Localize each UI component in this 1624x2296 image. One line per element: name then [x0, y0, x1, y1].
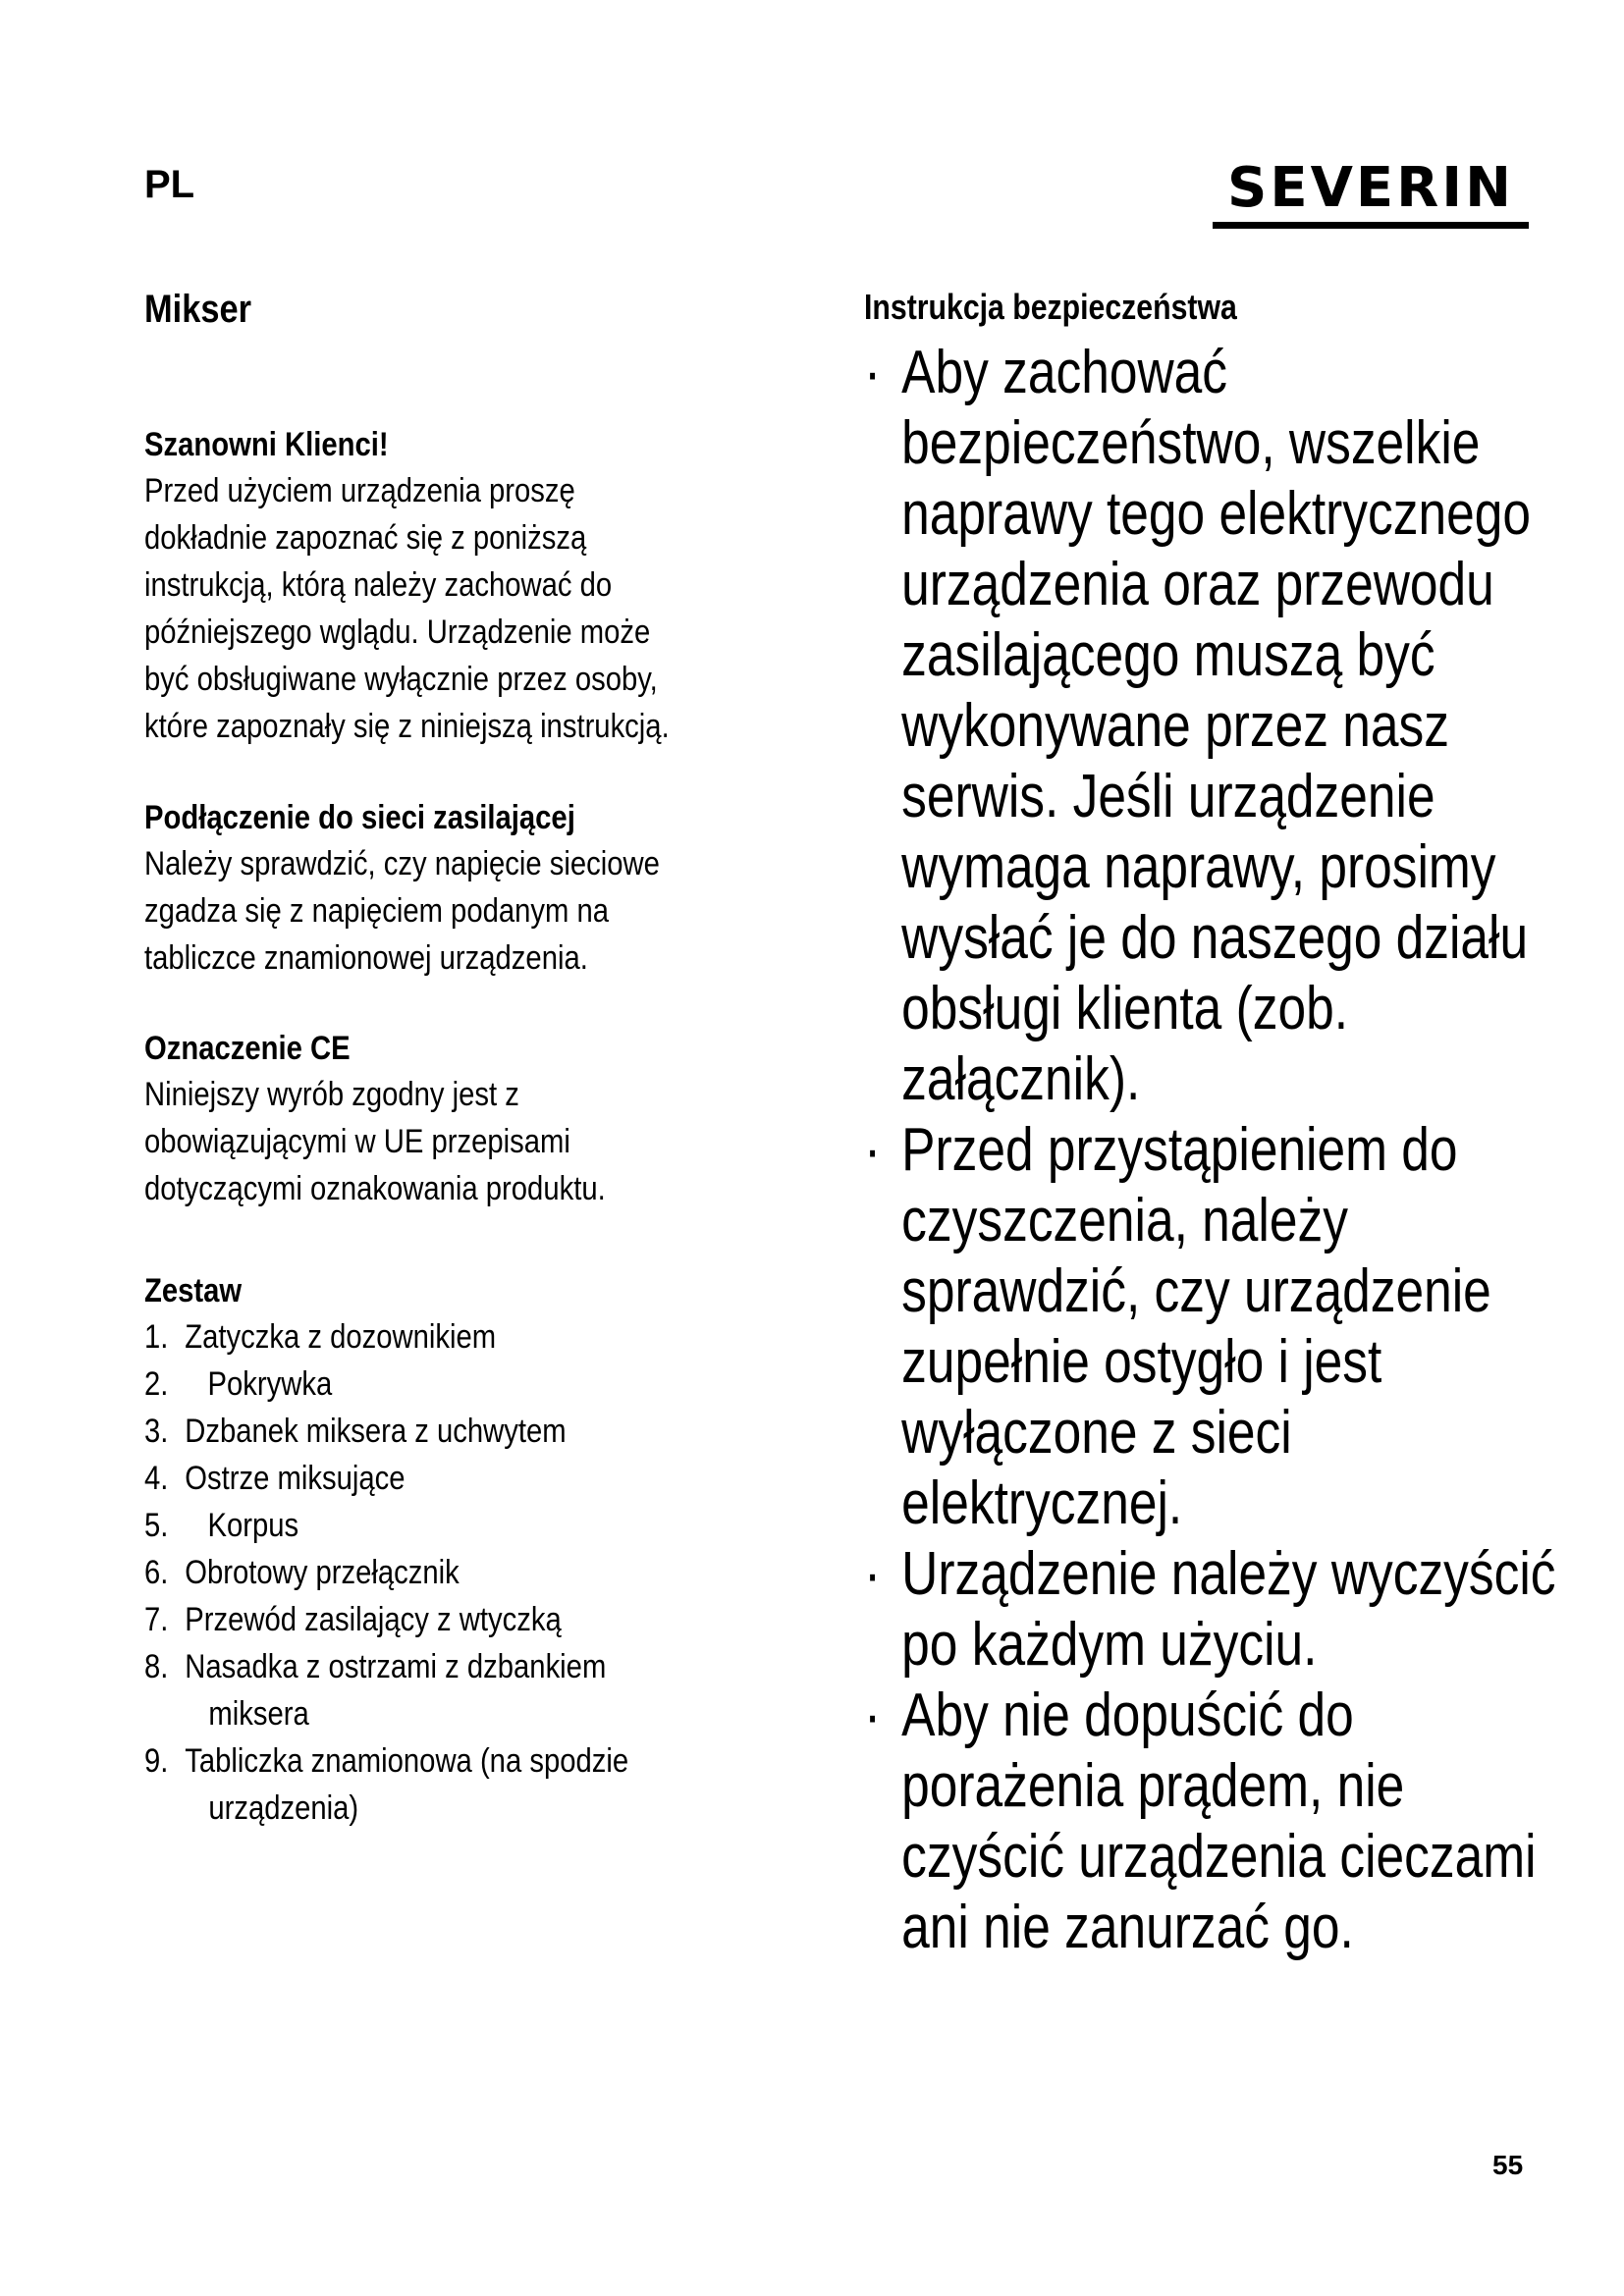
- safety-item: [864, 1115, 1578, 1539]
- greeting-line: dokładnie zapoznać się z poniższą: [144, 519, 587, 557]
- item-number: 8.: [144, 1648, 169, 1685]
- list-item: [144, 1313, 786, 1361]
- item-number: 9.: [144, 1742, 169, 1780]
- greeting-line: być obsługiwane wyłącznie przez osoby,: [144, 661, 658, 698]
- safety-item: [864, 1681, 1578, 1963]
- safety-text: Urządzenie należy wyczyścić po każdym użyciu.: [901, 1540, 1556, 1679]
- list-item: [144, 1549, 786, 1596]
- kit-section: [144, 1268, 891, 1832]
- safety-text: Aby zachować bezpieczeństwo, wszelkie naprawy tego elektrycznego urządzenia oraz przewodu zasilającego muszą być wykonywane przez nasz serwis. Jeśli urządzenie wymaga naprawy, prosimy wysłać je do naszego działu obsługi klienta (zob. załącznik).: [901, 339, 1531, 1113]
- item-text: Obrotowy przełącznik: [185, 1554, 460, 1591]
- mains-line: Należy sprawdzić, czy napięcie sieciowe: [144, 845, 660, 882]
- greeting-line: Przed użyciem urządzenia proszę: [144, 472, 575, 509]
- list-item: [144, 1408, 786, 1455]
- safety-heading: Instrukcja bezpieczeństwa: [864, 287, 1237, 327]
- safety-item: [864, 338, 1578, 1115]
- list-item: [144, 1596, 786, 1643]
- brand-logo: [1213, 157, 1529, 229]
- right-column: [864, 285, 1556, 1963]
- page-number: 55: [1492, 2150, 1524, 2180]
- ce-line: obowiązującymi w UE przepisami: [144, 1123, 570, 1160]
- item-number: 6.: [144, 1554, 169, 1591]
- item-text: Korpus: [207, 1507, 299, 1544]
- brand-name: SEVERIN: [1226, 156, 1514, 220]
- mains-line: zgadza się z napięciem podanym na: [144, 892, 609, 930]
- ce-section: [144, 1026, 891, 1212]
- item-number: 1.: [144, 1318, 169, 1356]
- item-text: Dzbanek miksera z uchwytem: [185, 1413, 567, 1450]
- item-text-continued: miksera: [208, 1695, 309, 1733]
- item-number: 2.: [144, 1365, 169, 1403]
- language-code: PL: [144, 163, 195, 206]
- page-title: Mikser: [144, 288, 252, 331]
- bullet-icon: ·: [864, 339, 882, 406]
- item-text: Przewód zasilający z wtyczką: [185, 1601, 562, 1638]
- safety-text: Przed przystąpieniem do czyszczenia, należy sprawdzić, czy urządzenie zupełnie ostygło i jest wyłączone z sieci elektrycznej.: [901, 1116, 1491, 1537]
- greeting-line: późniejszego wglądu. Urządzenie może: [144, 614, 651, 651]
- ce-line: Niniejszy wyrób zgodny jest z: [144, 1076, 519, 1113]
- safety-text: Aby nie dopuścić do porażenia prądem, nie czyścić urządzenia cieczami ani nie zanurzać go.: [901, 1682, 1537, 1961]
- kit-list: [144, 1313, 891, 1832]
- list-item: [144, 1643, 786, 1737]
- ce-heading: Oznaczenie CE: [144, 1030, 351, 1067]
- bullet-icon: ·: [864, 1116, 882, 1184]
- greeting-section: [144, 422, 891, 750]
- item-text: Ostrze miksujące: [185, 1460, 406, 1497]
- list-item: [144, 1361, 786, 1408]
- ce-line: dotyczącymi oznakowania produktu.: [144, 1170, 606, 1207]
- greeting-heading: Szanowni Klienci!: [144, 426, 389, 463]
- brand-underline: [1213, 222, 1529, 229]
- left-column: [144, 285, 812, 1827]
- list-item: [144, 1502, 786, 1549]
- item-text: Tabliczka znamionowa (na spodzie: [185, 1742, 629, 1780]
- safety-list: [864, 338, 1556, 1963]
- bullet-icon: ·: [864, 1682, 882, 1749]
- greeting-line: które zapoznały się z niniejszą instrukcją.: [144, 708, 670, 745]
- item-text: Zatyczka z dozownikiem: [185, 1318, 497, 1356]
- item-number: 3.: [144, 1413, 169, 1450]
- item-number: 5.: [144, 1507, 169, 1544]
- item-text: Nasadka z ostrzami z dzbankiem: [185, 1648, 607, 1685]
- kit-heading: Zestaw: [144, 1272, 243, 1309]
- item-number: 4.: [144, 1460, 169, 1497]
- bullet-icon: ·: [864, 1540, 882, 1608]
- mains-section: [144, 795, 891, 982]
- item-text: Pokrywka: [207, 1365, 333, 1403]
- list-item: [144, 1455, 786, 1502]
- mains-line: tabliczce znamionowej urządzenia.: [144, 939, 588, 977]
- safety-item: [864, 1539, 1578, 1681]
- greeting-line: instrukcją, którą należy zachować do: [144, 566, 613, 604]
- item-text-continued: urządzenia): [208, 1789, 359, 1827]
- mains-heading: Podłączenie do sieci zasilającej: [144, 799, 575, 836]
- list-item: [144, 1737, 786, 1832]
- item-number: 7.: [144, 1601, 169, 1638]
